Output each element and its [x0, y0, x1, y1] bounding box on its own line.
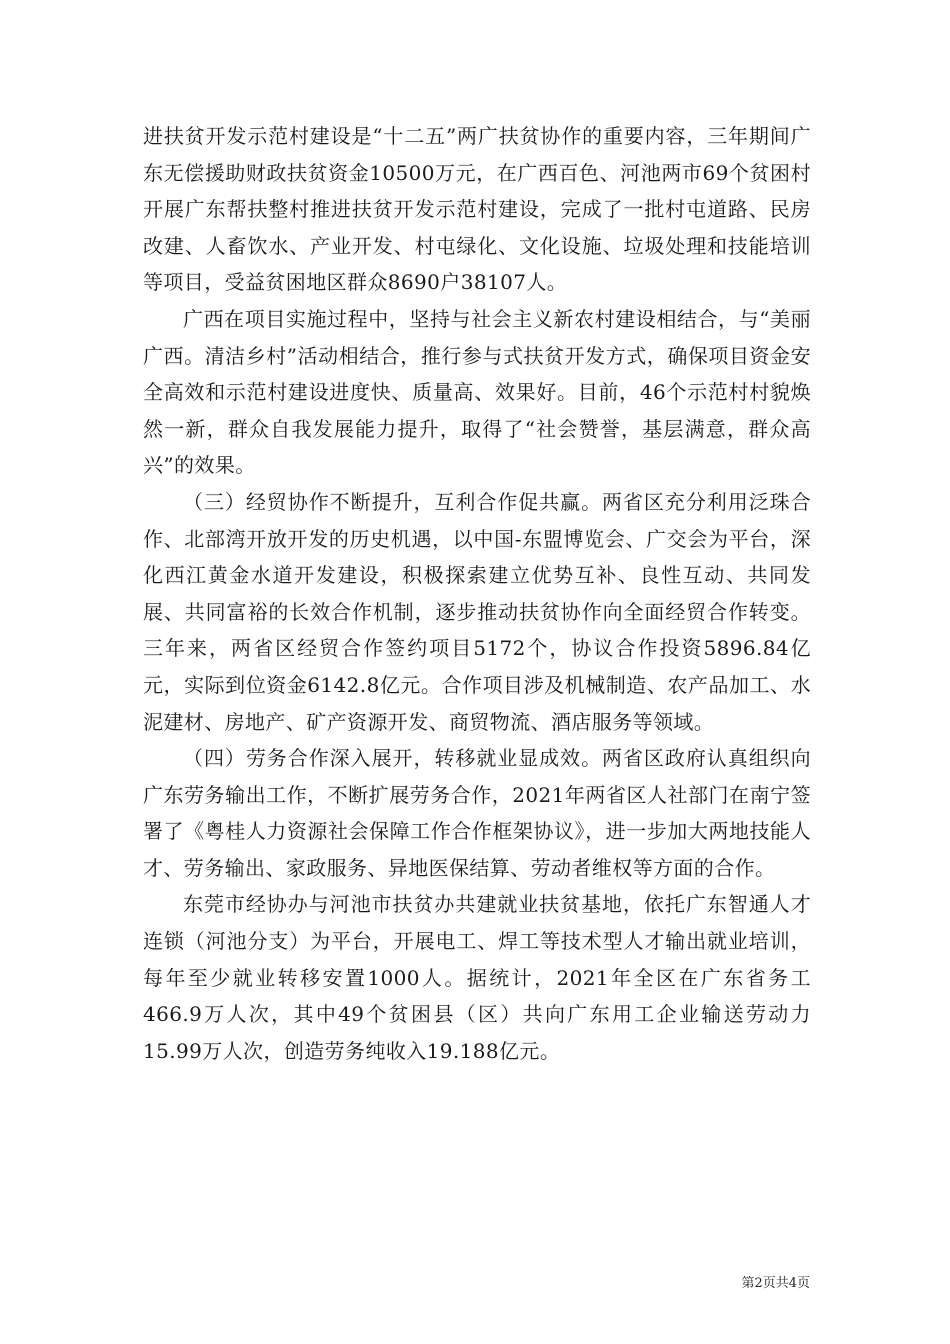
- paragraph: 广西在项目实施过程中，坚持与社会主义新农村建设相结合，与“美丽广西。清洁乡村”活动相结合，推行参与式扶贫开发方式，确保项目资金安全高效和示范村建设进度快、质量高、效果好。目前，46个示范村村貌焕然一新，群众自我发展能力提升，取得了“社会赞誉，基层满意，群众高兴”的效果。: [143, 306, 811, 478]
- page-number-footer: 第2页共4页: [741, 1276, 810, 1291]
- paragraph: （四）劳务合作深入展开，转移就业显成效。两省区政府认真组织向广东劳务输出工作，不断扩展劳务合作，2021年两省区人社部门在南宁签署了《粤桂人力资源社会保障工作合作框架协议》，进一步加大两地技能人才、劳务输出、家政服务、异地医保结算、劳动者维权等方面的合作。: [143, 746, 811, 880]
- document-body: [143, 118, 811, 1069]
- paragraph: 进扶贫开发示范村建设是“十二五”两广扶贫协作的重要内容，三年期间广东无偿援助财政扶贫资金10500万元，在广西百色、河池两市69个贫困村开展广东帮扶整村推进扶贫开发示范村建设，完成了一批村屯道路、民房改建、人畜饮水、产业开发、村屯绿化、文化设施、垃圾处理和技能培训等项目，受益贫困地区群众8690户38107人。: [143, 124, 811, 295]
- paragraph: 东莞市经协办与河池市扶贫办共建就业扶贫基地，依托广东智通人才连锁（河池分支）为平台，开展电工、焊工等技术型人才输出就业培训，每年至少就业转移安置1000人。据统计，2021年全区在广东省务工466.9万人次，其中49个贫困县（区）共向广东用工企业输送劳动力15.99万人次，创造劳务纯收入19.188亿元。: [143, 892, 811, 1063]
- paragraph: （三）经贸协作不断提升，互利合作促共赢。两省区充分利用泛珠合作、北部湾开放开发的历史机遇，以中国-东盟博览会、广交会为平台，深化西江黄金水道开发建设，积极探索建立优势互补、良性互动、共同发展、共同富裕的长效合作机制，逐步推动扶贫协作向全面经贸合作转变。三年来，两省区经贸合作签约项目5172个，协议合作投资5896.84亿元，实际到位资金6142.8亿元。合作项目涉及机械制造、农产品加工、水泥建材、房地产、矿产资源开发、商贸物流、酒店服务等领域。: [143, 489, 811, 734]
